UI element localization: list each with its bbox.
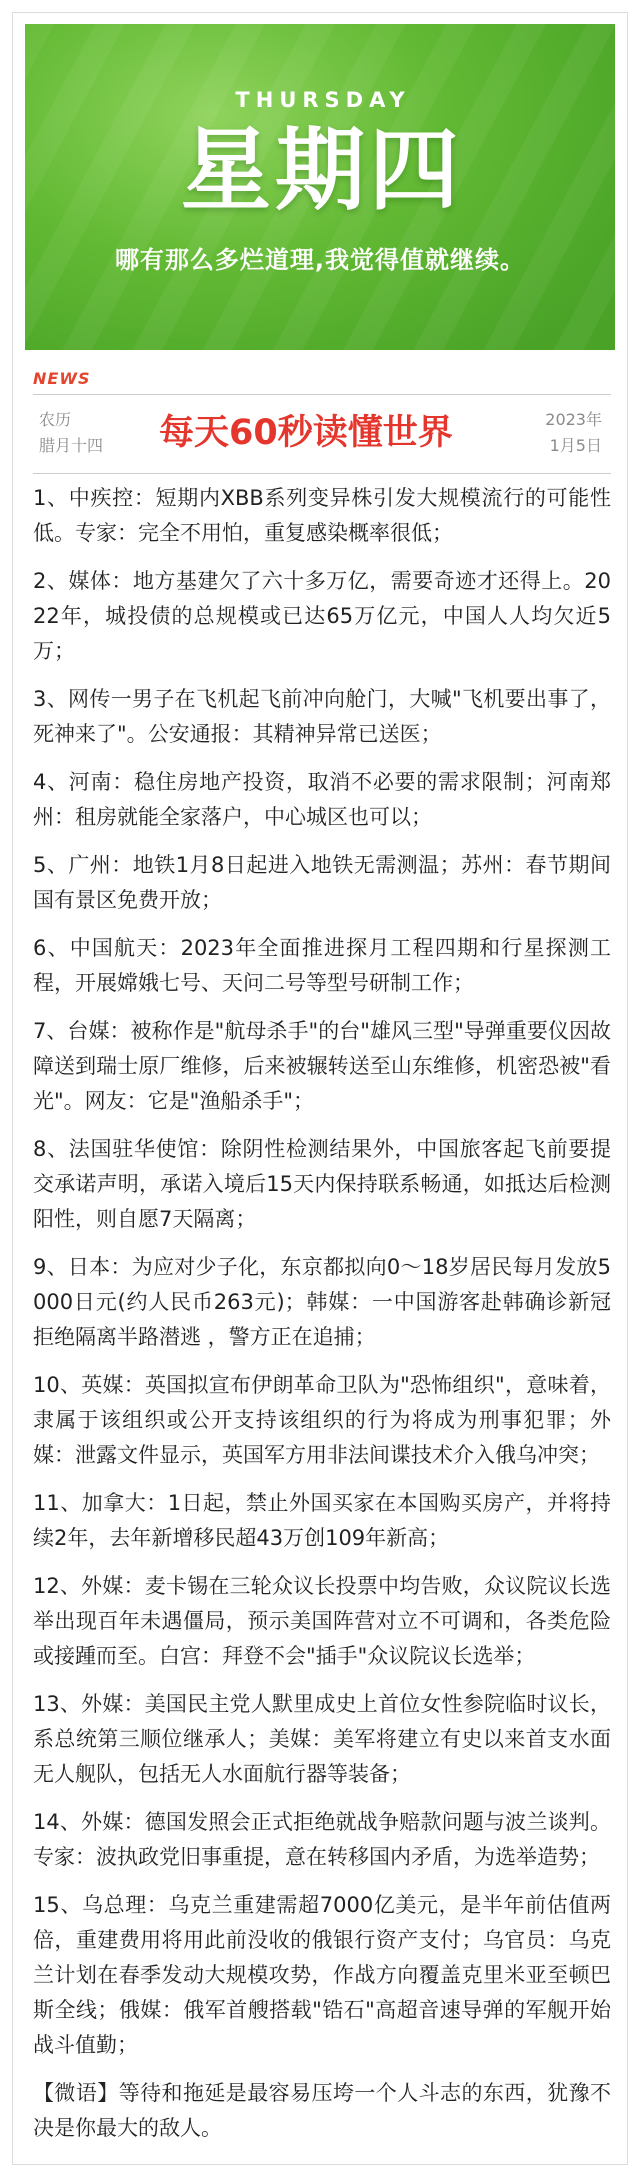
news-item: 2、媒体：地方基建欠了六十多万亿，需要奇迹才还得上。2022年，城投债的总规模或已达65万亿元，中国人人均欠近5万；: [33, 569, 611, 663]
gregorian-date-block: [545, 407, 602, 459]
news-item: 6、中国航天：2023年全面推进探月工程四期和行星探测工程，开展嫦娥七号、天问二号等型号研制工作；: [33, 936, 611, 995]
lunar-date: 腊月十四: [39, 436, 104, 455]
news-item: 10、英媒：英国拟宣布伊朗革命卫队为"恐怖组织"，意味着，隶属于该组织或公开支持该组织的行为将成为刑事犯罪；外媒：泄露文件显示，英国军方用非法间谍技术介入俄乌冲突；: [33, 1373, 611, 1467]
news-item: 5、广州：地铁1月8日起进入地铁无需测温；苏州：春节期间国有景区免费开放；: [33, 853, 611, 912]
news-item: 4、河南：稳住房地产投资，取消不必要的需求限制；河南郑州：租房就能全家落户，中心城区也可以；: [33, 770, 611, 829]
news-item: 9、日本：为应对少子化，东京都拟向0～18岁居民每月发放5000日元(约人民币263元)；韩媒：一中国游客赴韩确诊新冠拒绝隔离半路潜逃 ，警方正在追捕；: [33, 1255, 611, 1349]
news-item: 1、中疾控：短期内XBB系列变异株引发大规模流行的可能性低。专家：完全不用怕，重复感染概率很低；: [33, 486, 611, 545]
banner-slogan: 哪有那么多烂道理,我觉得值就继续。: [114, 246, 526, 274]
news-item: 8、法国驻华使馆：除阴性检测结果外，中国旅客起飞前要提交承诺声明，承诺入境后15天内保持联系畅通，如抵达后检测阳性，则自愿7天隔离；: [33, 1137, 611, 1231]
date-month-day: 1月5日: [549, 436, 602, 455]
news-item: 7、台媒：被称作是"航母杀手"的台"雄风三型"导弹重要仪因故障送到瑞士原厂维修，后来被辗转送至山东维修，机密恐被"看光"。网友：它是"渔船杀手"；: [33, 1019, 611, 1113]
weekday-chinese: 星期四: [181, 117, 463, 223]
news-item: 14、外媒：德国发照会正式拒绝就战争赔款问题与波兰谈判。专家：波执政党旧事重提，意在转移国内矛盾，为选举造势；: [33, 1810, 611, 1869]
weekday-english: THURSDAY: [235, 88, 411, 112]
lunar-label: 农历: [39, 410, 72, 429]
date-year: 2023年: [545, 410, 602, 429]
weekday-banner: [25, 24, 615, 350]
news-label: NEWS: [33, 369, 91, 388]
news-item: 13、外媒：美国民主党人默里成史上首位女性参院临时议长，系总统第三顺位继承人；美媒：美军将建立有史以来首支水面无人舰队，包括无人水面航行器等装备；: [33, 1692, 611, 1786]
news-list: [33, 481, 611, 2159]
news-item: 3、网传一男子在飞机起飞前冲向舱门，大喊"飞机要出事了，死神来了"。公安通报：其精神异常已送医；: [33, 687, 611, 746]
lunar-date-block: [39, 407, 103, 459]
page-title: 每天60秒读懂世界: [159, 413, 453, 453]
dateline-bar: [33, 394, 611, 474]
news-item: 15、乌总理：乌克兰重建需超7000亿美元，是半年前估值两倍，重建费用将用此前没收的俄银行资产支付；乌官员：乌克兰计划在春季发动大规模攻势，作战方向覆盖克里米亚至顿巴斯全线；俄媒：俄军首艘搭载"锆石"高超音速导弹的军舰开始战斗值勤；: [33, 1893, 611, 2057]
daily-quote: 【微语】等待和拖延是最容易压垮一个人斗志的东西，犹豫不决是你最大的敌人。: [33, 2081, 611, 2140]
news-item: 11、加拿大：1日起，禁止外国买家在本国购买房产，并将持续2年，去年新增移民超43万创109年新高；: [33, 1491, 611, 1550]
news-item: 12、外媒：麦卡锡在三轮众议长投票中均告败，众议院议长选举出现百年未遇僵局，预示美国阵营对立不可调和，各类危险或接踵而至。白宫：拜登不会"插手"众议院议长选举；: [33, 1574, 611, 1668]
